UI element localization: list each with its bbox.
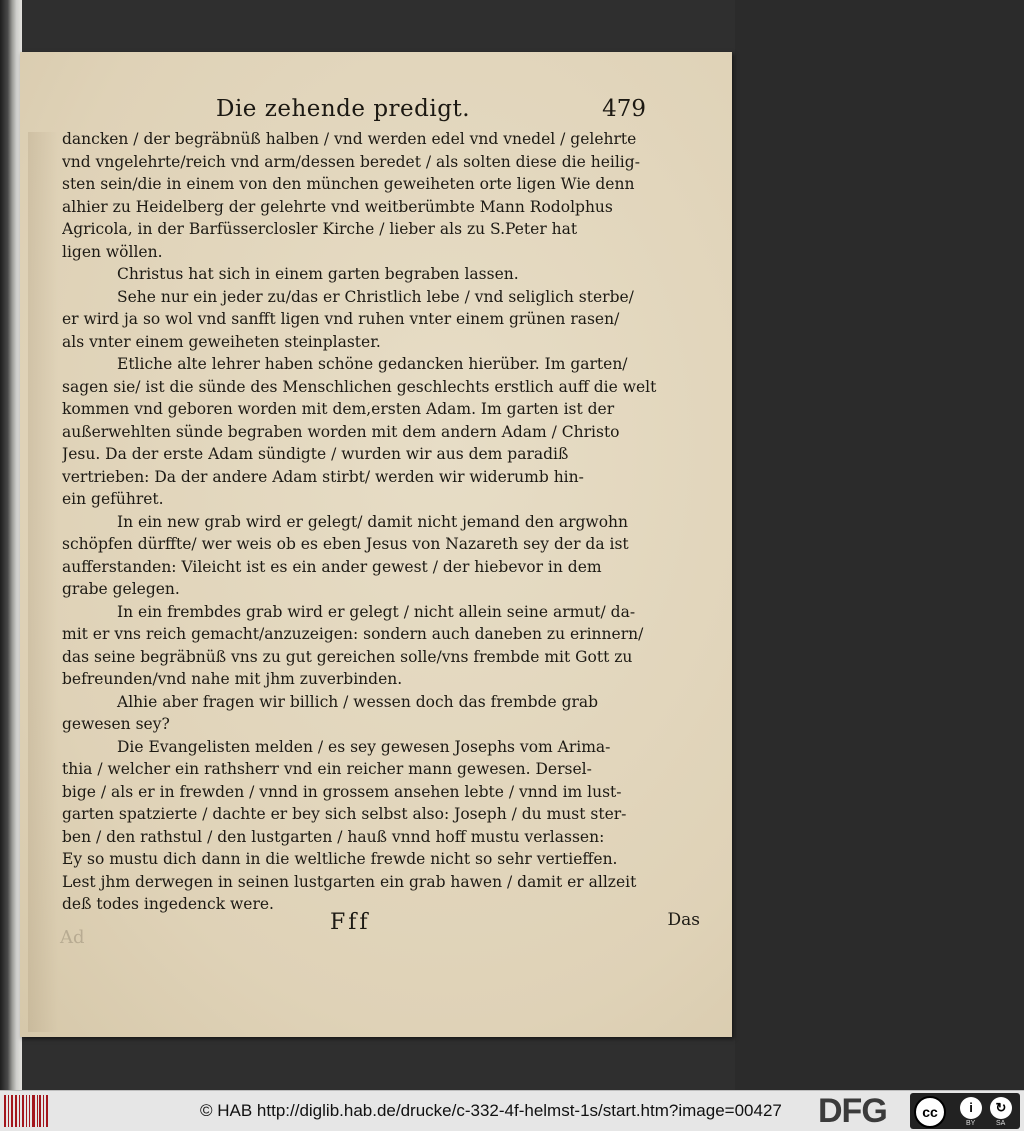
by-attribution-icon: i (960, 1097, 982, 1119)
text-line: gewesen sey? (62, 715, 170, 733)
cc-license-badge[interactable] (910, 1093, 1020, 1129)
text-line: Agricola, in der Barfüsserclosler Kirche / lieber als zu S.Peter hat (62, 220, 578, 238)
text-line: sten sein/die in einem von den münchen geweiheten orte ligen Wie denn (62, 175, 635, 193)
section-heading: Christus hat sich in einem garten begraben lassen. (117, 265, 519, 283)
text-line: In ein frembdes grab wird er gelegt / nicht allein seine armut/ da- (117, 602, 636, 621)
scanner-edge-strip (0, 0, 22, 1090)
page-footer (320, 910, 700, 940)
text-line: ligen wöllen. (62, 242, 163, 261)
page-shading (28, 132, 58, 1032)
running-head: Die zehende predigt. (216, 96, 471, 122)
text-line: vnd vngelehrte/reich vnd arm/dessen beredet / als solten diese die heilig- (62, 152, 640, 171)
scan-background (735, 0, 1024, 1090)
text-line: bige / als er in frewden / vnnd in grossem ansehen lebte / vnnd im lust- (62, 782, 622, 801)
catchword: Das (667, 910, 700, 930)
text-line: In ein new grab wird er gelegt/ damit nicht jemand den argwohn (117, 512, 628, 531)
book-page (20, 52, 732, 1037)
text-line: Ey so mustu dich dann in die weltliche frewde nicht so sehr vertieffen. (62, 850, 618, 868)
viewer-footer-bar (0, 1090, 1024, 1131)
text-line: alhier zu Heidelberg der gelehrte vnd weitberümbte Mann Rodolphus (62, 197, 613, 216)
copyright-link[interactable]: © HAB http://diglib.hab.de/drucke/c-332-4f-helmst-1s/start.htm?image=00427 (200, 1101, 782, 1120)
text-line: aufferstanden: Vileicht ist es ein ander gewest / der hiebevor in dem (62, 557, 602, 576)
text-line: garten spatzierte / dachte er bey sich selbst also: Joseph / du must ster- (62, 805, 627, 823)
text-line: ein geführet. (62, 490, 164, 508)
by-label: BY (966, 1120, 976, 1127)
body-text (62, 128, 702, 916)
cc-icon: cc (914, 1096, 946, 1128)
text-line: außerwehlten sünde begraben worden mit dem andern Adam / Christo (62, 422, 620, 441)
text-line: mit er vns reich gemacht/anzuzeigen: sondern auch daneben zu erinnern/ (62, 625, 644, 643)
text-line: das seine begräbnüß vns zu gut gereichen solle/vns frembde mit Gott zu (62, 647, 633, 666)
dfg-logo[interactable]: DFG (818, 1092, 887, 1130)
text-line: thia / welcher ein rathsherr vnd ein reicher mann gewesen. Dersel- (62, 760, 592, 778)
text-line: dancken / der begräbnüß halben / vnd werden edel vnd vnedel / gelehrte (62, 130, 637, 148)
page-number: 479 (602, 96, 646, 122)
share-alike-icon: ↻ (990, 1097, 1012, 1119)
text-line: grabe gelegen. (62, 580, 180, 598)
sa-label: SA (996, 1120, 1006, 1127)
text-line: Jesu. Da der erste Adam sündigte / wurden wir aus dem paradiß (62, 445, 569, 463)
text-line: als vnter einem geweiheten steinplaster. (62, 332, 381, 351)
page-header (216, 96, 646, 126)
text-line: vertrieben: Da der andere Adam stirbt/ werden wir widerumb hin- (62, 467, 584, 486)
text-line: Alhie aber fragen wir billich / wessen doch das frembde grab (117, 692, 599, 711)
text-line: Die Evangelisten melden / es sey gewesen Josephs vom Arima- (117, 737, 611, 756)
text-line: kommen vnd geboren worden mit dem,ersten Adam. Im garten ist der (62, 400, 615, 418)
show-through-text: Ad (60, 927, 85, 948)
text-line: sagen sie/ ist die sünde des Menschlichen geschlechts erstlich auff die welt (62, 377, 657, 396)
text-line: er wird ja so wol vnd sanfft ligen vnd ruhen vnter einem grünen rasen/ (62, 310, 620, 328)
text-line: schöpfen dürffte/ wer weis ob es eben Jesus von Nazareth sey der da ist (62, 535, 629, 553)
signature-mark: Fff (330, 910, 371, 935)
hab-barcode-icon[interactable] (4, 1095, 48, 1127)
text-line: Sehe nur ein jeder zu/das er Christlich lebe / vnd seliglich sterbe/ (117, 287, 634, 306)
text-line: deß todes ingedenck were. (62, 895, 274, 913)
text-line: befreunden/vnd nahe mit jhm zuverbinden. (62, 670, 403, 688)
text-line: Lest jhm derwegen in seinen lustgarten ein grab hawen / damit er allzeit (62, 872, 637, 891)
text-line: Etliche alte lehrer haben schöne gedancken hierüber. Im garten/ (117, 355, 628, 373)
text-line: ben / den rathstul / den lustgarten / hauß vnnd hoff mustu verlassen: (62, 827, 605, 846)
